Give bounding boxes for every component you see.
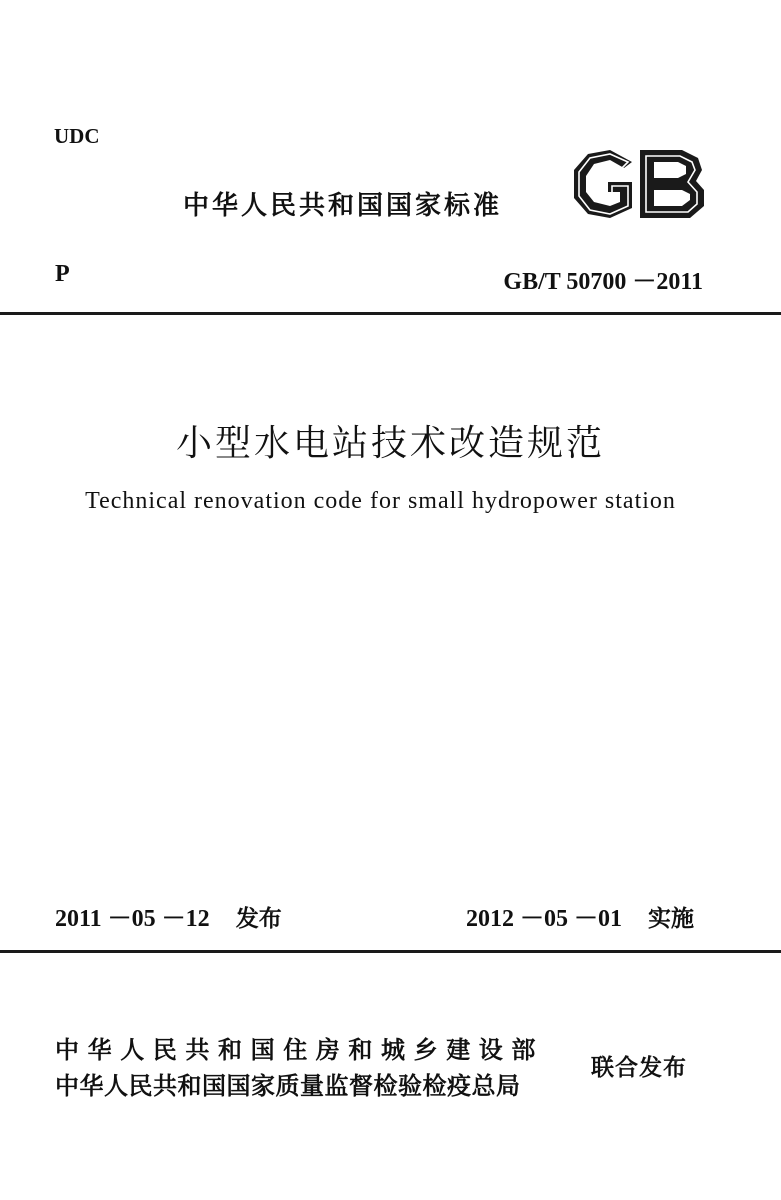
issuer-aqsiq: 中华人民共和国国家质量监督检验检疫总局	[55, 1072, 521, 1100]
implementation-date-line	[466, 898, 694, 933]
bottom-divider	[0, 950, 781, 953]
title-chinese: 小型水电站技术改造规范	[175, 423, 605, 464]
implementation-label: 实施	[648, 906, 694, 932]
implementation-date: 2012 －05 －01	[466, 906, 622, 932]
top-divider	[0, 312, 781, 315]
udc-label: UDC	[54, 124, 100, 148]
standard-type: 中华人民共和国国家标准	[183, 191, 503, 221]
joint-release-label: 联合发布	[591, 1055, 687, 1081]
gb-logo	[570, 148, 706, 220]
classification-code: P	[55, 261, 70, 287]
title-english: Technical renovation code for small hydropower station	[85, 488, 676, 514]
release-date-line	[55, 898, 282, 933]
standard-number: GB/T 50700 －2011	[503, 269, 703, 295]
release-label: 发布	[235, 906, 282, 932]
release-date: 2011 －05 －12	[55, 906, 210, 932]
issuer-ministry-housing: 中华人民共和国住房和城乡建设部	[55, 1036, 544, 1064]
